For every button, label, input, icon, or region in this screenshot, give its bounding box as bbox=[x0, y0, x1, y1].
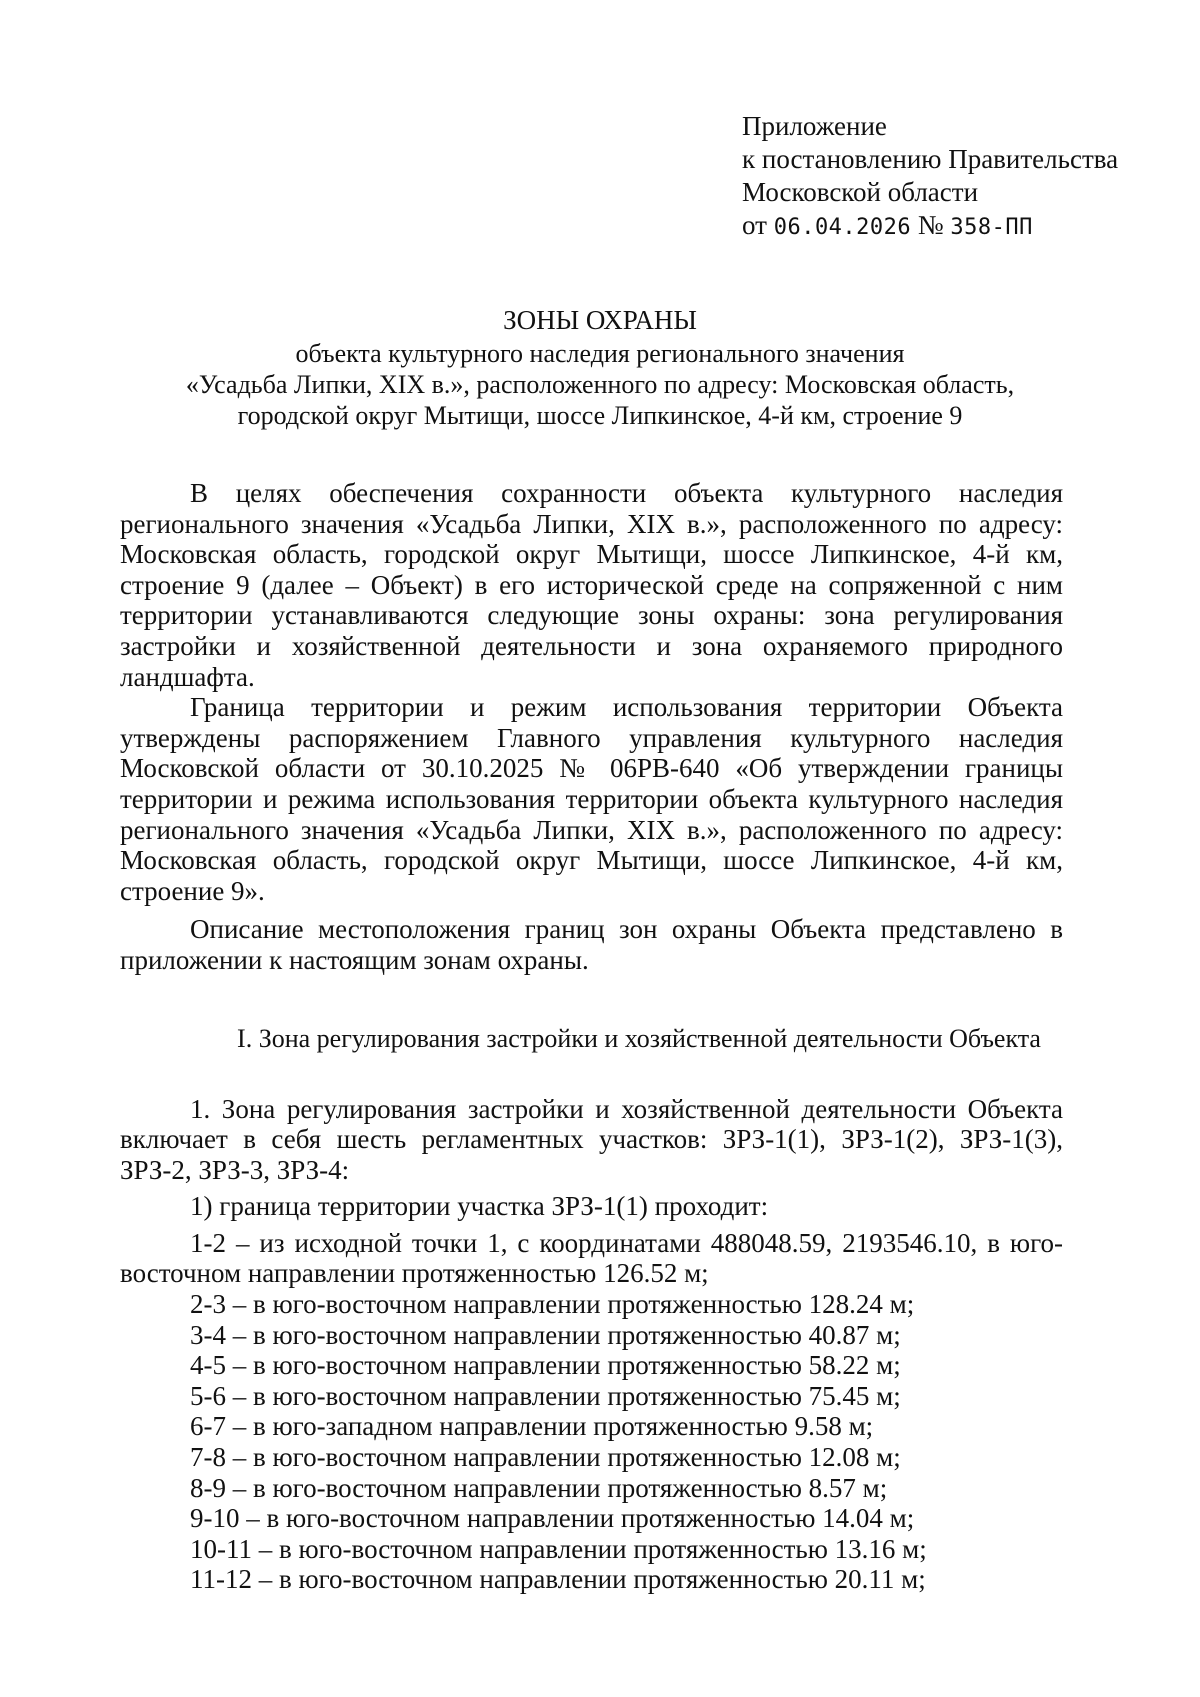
segment-item: 6-7 – в юго-западном направлении протяженностью 9.58 м; bbox=[190, 1411, 874, 1442]
appendix-number-sign: № bbox=[917, 210, 944, 240]
document-title-block bbox=[0, 305, 1200, 431]
appendix-line-2: к постановлению Правительства bbox=[742, 144, 1119, 174]
title-line-2: «Усадьба Липки, XIX в.», расположенного по адресу: Московская область, bbox=[185, 370, 1015, 399]
appendix-header bbox=[742, 110, 1118, 244]
paragraph-purpose: В целях обеспечения сохранности объекта культурного наследия регионального значения «Усадьба Липки, XIX в.», расположенного по адресу: Московская область, городской округ Мытищи, шоссе Липкинское, 4-й км, строение 9 (далее – Объект) в его исторической среде на сопряженной с ним территории устанавливаются следующие зоны охраны: зона регулирования застройки и хозяйственной деятельности и зона охраняемого природного ландшафта. bbox=[120, 478, 1063, 692]
document-title: ЗОНЫ ОХРАНЫ bbox=[503, 305, 697, 335]
appendix-number: 358-ПП bbox=[950, 215, 1033, 240]
segment-item: 5-6 – в юго-восточном направлении протяженностью 75.45 м; bbox=[190, 1380, 901, 1411]
segment-item: 8-9 – в юго-восточном направлении протяженностью 8.57 м; bbox=[190, 1472, 888, 1503]
segment-item: 9-10 – в юго-восточном направлении протяженностью 14.04 м; bbox=[190, 1503, 915, 1534]
segment-item: 10-11 – в юго-восточном направлении протяженностью 13.16 м; bbox=[190, 1533, 927, 1564]
subitem-1: 1) граница территории участка ЗРЗ-1(1) проходит: bbox=[190, 1191, 769, 1222]
title-line-1: объекта культурного наследия регионального значения bbox=[295, 339, 905, 368]
document-body bbox=[120, 478, 1063, 1595]
section-title-zone-regulation: I. Зона регулирования застройки и хозяйственной деятельности Объекта bbox=[237, 1023, 1041, 1053]
segment-item: 7-8 – в юго-восточном направлении протяженностью 12.08 м; bbox=[190, 1442, 901, 1473]
segment-item: 2-3 – в юго-восточном направлении протяженностью 128.24 м; bbox=[190, 1289, 915, 1320]
title-line-3: городской округ Мытищи, шоссе Липкинское, 4-й км, строение 9 bbox=[237, 401, 963, 430]
segment-item: 4-5 – в юго-восточном направлении протяженностью 58.22 м; bbox=[190, 1350, 901, 1381]
segment-list bbox=[120, 1289, 1063, 1595]
segment-item: 3-4 – в юго-восточном направлении протяженностью 40.87 м; bbox=[190, 1319, 901, 1350]
segment-item: 11-12 – в юго-восточном направлении протяженностью 20.11 м; bbox=[190, 1564, 926, 1595]
appendix-date-line bbox=[742, 209, 1118, 244]
paragraph-description: Описание местоположения границ зон охраны Объекта представлено в приложении к настоящим зонам охраны. bbox=[120, 914, 1063, 975]
item-1: 1. Зона регулирования застройки и хозяйственной деятельности Объекта включает в себя шесть регламентных участков: ЗРЗ-1(1), ЗРЗ-1(2), ЗРЗ-1(3), ЗРЗ-2, ЗРЗ-3, ЗРЗ-4: bbox=[120, 1093, 1063, 1185]
appendix-line-3: Московской области bbox=[742, 177, 979, 207]
appendix-date: 06.04.2026 bbox=[773, 215, 912, 240]
paragraph-territory: Граница территории и режим использования территории Объекта утверждены распоряжением Главного управления культурного наследия Московской области от 30.10.2025 № 06РВ-640 «Об утверждении границы территории и режима использования территории объекта культурного наследия регионального значения «Усадьба Липки, XIX в.», расположенного по адресу: Московская область, городской округ Мытищи, шоссе Липкинское, 4-й км, строение 9». bbox=[120, 692, 1063, 906]
appendix-line-1: Приложение bbox=[742, 111, 887, 141]
segment-1-2: 1-2 – из исходной точки 1, с координатами 488048.59, 2193546.10, в юго-восточном направлении протяженностью 126.52 м; bbox=[120, 1227, 1063, 1289]
appendix-date-prefix: от bbox=[742, 210, 767, 240]
